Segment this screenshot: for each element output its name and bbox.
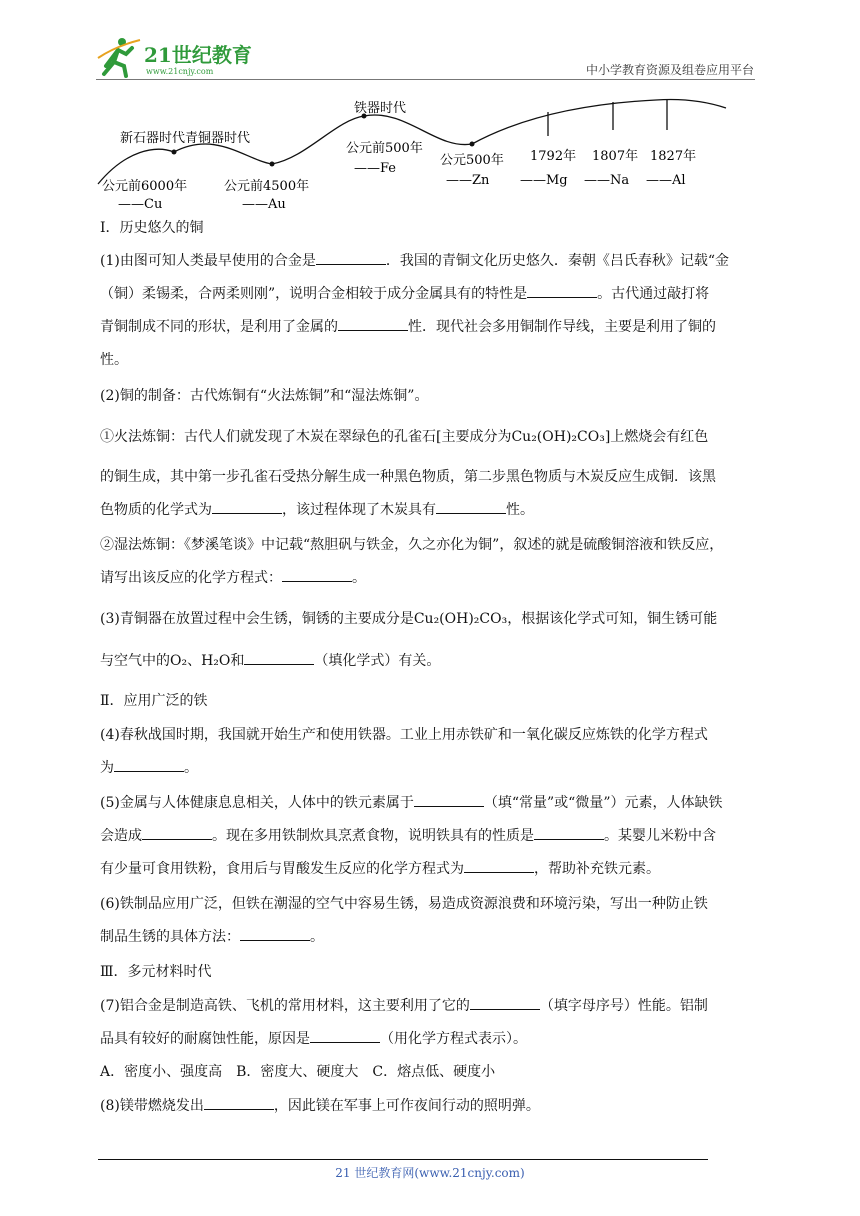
question-5-line-2: 会造成 。现在多用铁制炊具烹煮食物，说明铁具有的性质是 。某婴儿米粉中含 [100,828,716,844]
formula-malachite: Cu₂(OH)₂CO₃ [511,429,605,445]
question-2-line-1: (2)铜的制备：古代炼铜有“火法炼铜”和“湿法炼铜”。 [100,388,429,404]
event-element: ——Al [646,173,686,188]
event-year: 公元前4500年 [224,179,310,194]
question-1-line-3: 青铜制成不同的形状，是利用了金属的 性．现代社会多用铜制作导线，主要是利用了铜的 [100,319,716,335]
section-title-iron: Ⅱ．应用广泛的铁 [100,693,208,709]
answer-blank[interactable] [527,297,597,298]
question-6-line-2: 制品生锈的具体方法： 。 [100,929,324,945]
runner-icon [98,38,140,76]
era-label-iron: 铁器时代 [354,101,407,116]
question-4-line-2: 为 。 [100,760,198,776]
question-1-line-2: （铜）柔锡柔，合两柔则刚”，说明合金相较于成分金属具有的特性是 。古代通过敲打将 [100,286,710,302]
answer-blank[interactable] [464,872,534,873]
question-5-line-3: 有少量可食用铁粉，食用后与胃酸发生反应的化学方程式为 ，帮助补充铁元素。 [100,861,660,877]
question-2b-line-1: ②湿法炼铜：《梦溪笔谈》中记载“熬胆矾与铁金，久之亦化为铜”，叙述的就是硫酸铜溶液和铁反应， [100,537,724,553]
event-element: ——Au [242,197,286,212]
logo-main-text: 21世纪教育 [144,43,252,67]
answer-blank[interactable] [310,1042,380,1043]
question-2a-line-1: ①火法炼铜：古代人们就发现了木炭在翠绿色的孔雀石[主要成分为Cu₂(OH)₂CO₃]上燃烧会有红色 [100,429,709,445]
question-2a-line-3: 色物质的化学式为 ，该过程体现了木炭具有 性。 [100,502,534,518]
event-year: 1792年 [530,149,577,164]
answer-blank[interactable] [316,264,386,265]
answer-blank[interactable] [204,1109,274,1110]
answer-blank[interactable] [142,839,212,840]
answer-blank[interactable] [240,940,310,941]
event-element: ——Mg [520,173,568,188]
question-5-line-1: (5)金属与人体健康息息相关，人体中的铁元素属于 （填“常量”或“微量”）元素，人体缺铁 [100,795,723,811]
event-element: ——Zn [446,173,490,188]
answer-blank[interactable] [244,664,314,665]
answer-blank[interactable] [114,771,184,772]
section-title-materials: Ⅲ．多元材料时代 [100,964,212,980]
logo-url-text: www.21cnjy.com [146,67,214,76]
answer-blank[interactable] [338,330,408,331]
answer-blank[interactable] [212,513,282,514]
question-4-line-1: (4)春秋战国时期，我国就开始生产和使用铁器。工业上用赤铁矿和一氧化碳反应炼铁的化学方程式 [100,727,708,743]
event-element: ——Fe [354,161,397,176]
event-year: 1827年 [650,149,697,164]
question-8-line-1: (8)镁带燃烧发出 ，因此镁在军事上可作夜间行动的照明弹。 [100,1098,540,1114]
footer-text[interactable]: 21 世纪教育网(www.21cnjy.com) [335,1166,525,1180]
question-1-line-1: (1)由图可知人类最早使用的合金是 ．我国的青铜文化历史悠久．秦朝《吕氏春秋》记载“金 [100,253,729,269]
event-year: 公元前500年 [346,141,423,156]
header-platform-name: 中小学教育资源及组卷应用平台 [585,63,754,77]
formula-h2o: H₂O [201,653,231,669]
question-6-line-1: (6)铁制品应用广泛，但铁在潮湿的空气中容易生锈，易造成资源浪费和环境污染，写出一种防止铁 [100,896,708,912]
question-7-line-2: 品具有较好的耐腐蚀性能，原因是 （用化学方程式表示）。 [100,1031,527,1047]
event-year: 公元前6000年 [102,179,188,194]
event-year: 公元500年 [440,153,504,168]
section-title-copper: Ⅰ．历史悠久的铜 [100,220,204,236]
answer-blank[interactable] [414,806,484,807]
event-element: ——Cu [118,197,163,212]
question-7-line-1: (7)铝合金是制造高铁、飞机的常用材料，这主要利用了它的 （填字母序号）性能。铝制 [100,998,708,1014]
question-7-options: A．密度小、强度高 B．密度大、硬度大 C．熔点低、硬度小 [100,1064,496,1080]
question-3-line-2: 与空气中的O₂、H₂O和 （填化学式）有关。 [100,653,441,669]
answer-blank[interactable] [436,513,506,514]
question-2a-line-2: 的铜生成，其中第一步孔雀石受热分解生成一种黑色物质，第二步黑色物质与木炭反应生成铜．该黑 [100,469,716,485]
answer-blank[interactable] [470,1009,540,1010]
header-divider [96,79,755,80]
question-2b-line-2: 请写出该反应的化学方程式： 。 [100,570,366,586]
answer-blank[interactable] [534,839,604,840]
answer-blank[interactable] [282,581,352,582]
formula-malachite: Cu₂(OH)₂CO₃ [413,611,508,627]
event-year: 1807年 [592,149,639,164]
question-3-line-1: (3)青铜器在放置过程中会生锈，铜锈的主要成分是Cu₂(OH)₂CO₃，根据该化学式可知，铜生锈可能 [100,611,718,627]
formula-o2: O₂ [170,653,188,669]
site-logo [96,36,266,80]
metal-history-timeline [96,90,736,220]
question-1-line-4: 性。 [100,352,128,368]
era-label-stone-bronze: 新石器时代青铜器时代 [120,131,251,146]
footer-divider [98,1159,708,1160]
event-element: ——Na [584,173,630,188]
